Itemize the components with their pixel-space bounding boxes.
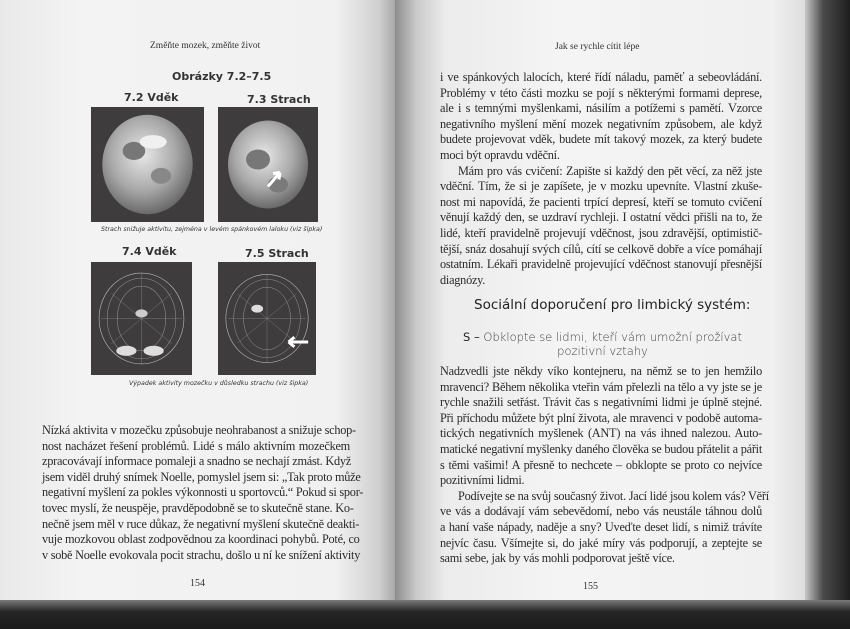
- page-number-left: 154: [190, 578, 205, 589]
- brain-scan-surface-fear: [218, 107, 318, 222]
- section-heading: Sociální doporučení pro limbický systém:: [474, 297, 751, 313]
- brain-scan-surface-gratitude: [91, 107, 204, 222]
- text-line: matické negativní myšlenky daného člověka se budou přátelit a pářit: [440, 441, 762, 456]
- text-line: tější, snáz dosahují svých cílů, cítí se celkově dobře a více pomáhají: [440, 241, 762, 256]
- text-line: moci být opravdu vděční.: [440, 147, 560, 162]
- text-line: ve vás a dodávají vám sebevědomí, nebo vás neustále táhnou dolů: [440, 504, 762, 519]
- text-line: Problémy v této části mozku se pojí s některými formami deprese,: [440, 85, 762, 100]
- text-line: zpracovávají informace pomaleji a snadno se nechají zmást. Když: [42, 454, 351, 469]
- text-line: Podívejte se na svůj současný život. Jací lidé jsou kolem vás? Věří: [458, 488, 769, 503]
- brain-scan-wireframe-fear: [218, 262, 316, 375]
- running-head-left: Změňte mozek, změňte život: [150, 41, 261, 51]
- subheading-letter: S –: [463, 330, 480, 344]
- page-number-right: 155: [583, 581, 598, 592]
- figures-title: Obrázky 7.2–7.5: [172, 70, 272, 83]
- book-edge: [805, 0, 850, 629]
- text-line: jsem viděl druhý snímek Noelle, pomyslel jsem si: „Tak proto může: [42, 469, 361, 484]
- figure-label: 7.3 Strach: [247, 93, 311, 106]
- text-line: mravenci? Během několika vteřin vám přelezli na tělo a vy jste se je: [440, 379, 762, 394]
- figure-caption: Výpadek aktivity mozečku v důsledku strachu (viz šipka): [129, 380, 309, 387]
- text-line: nečně jsem měl v ruce důkaz, že negativní myšlení skutečně deakti-: [42, 516, 360, 531]
- right-body-text-top: [440, 70, 762, 288]
- left-body-text: [42, 423, 364, 563]
- text-line: lidé, kteří pravidelně projevují vděčnost, jsou zdravější, optimistič-: [440, 225, 762, 240]
- figure-label: 7.4 Vděk: [122, 245, 177, 258]
- text-line: ostatním. Lékaři pravidelně projevující vděčnost stanovují přesnější: [440, 257, 762, 272]
- text-line: negativního myšlení mění mozek negativním způsobem, ale když: [440, 116, 762, 131]
- subheading: [450, 330, 755, 358]
- text-line: tických negativních myšlenek (ANT) na vás ihned nalezou. Auto-: [440, 426, 762, 441]
- text-line: negativní myšlení za pokles výkonnosti u sportovců.“ Pokud si spor-: [42, 485, 364, 500]
- figure-label: 7.5 Strach: [245, 247, 309, 260]
- text-line: pozitivními lidmi.: [440, 473, 525, 488]
- brain-scan-wireframe-gratitude: [91, 262, 192, 375]
- text-line: rychle snažili setřást. Trávit čas s negativními lidmi je úplně stejné.: [440, 395, 762, 410]
- text-line: sami sebe, jak by vás mohli podporovat ještě více.: [440, 551, 675, 566]
- subheading-text: Obklopte se lidmi, kteří vám umožní prožívat: [483, 330, 742, 344]
- text-line: vuje mozkovou oblast zodpovědnou za koordinaci pohybů. Poté, co: [42, 532, 360, 547]
- text-line: s těmi vašimi! A přesně to nechcete – obklopte se proto co nejvíce: [440, 457, 762, 472]
- text-line: věnují každý den, se uzdraví rychleji. I ostatní vědci přišli na to, že: [440, 210, 762, 225]
- text-line: Při příchodu můžete být plní života, ale mravenci v podobě automa-: [440, 410, 762, 425]
- text-line: v sobě Noelle evokovala pocit strachu, došlo u ní ke snížení aktivity: [42, 547, 361, 562]
- figure-label: 7.2 Vděk: [124, 91, 179, 104]
- text-line: a haní vaše nápady, naděje a sny? Uveďte deset lidí, s nimiž trávíte: [440, 519, 762, 534]
- text-line: nejvíc času. Všímejte si, do jaké míry vás podporují, a zeptejte se: [440, 535, 762, 550]
- text-line: nost mi napovídá, že pacienti trpící depresí, kteří se tomuto cvičení: [440, 194, 762, 209]
- text-line: diagnózy.: [440, 272, 486, 287]
- scanner-bottom-edge: [0, 600, 850, 629]
- text-line: ale i s temnými myšlenkami, násilím a potížemi s pamětí. Vzorce: [440, 101, 762, 116]
- running-head-right: Jak se rychle cítit lépe: [555, 42, 640, 52]
- text-line: Nadzvedli jste někdy víko kontejneru, na němž se to jen hemžilo: [440, 364, 762, 378]
- arrow-icon: [289, 337, 309, 347]
- text-line: tovec myslí, že neuspěje, pravděpodobně se to skutečně stane. Ko-: [42, 500, 354, 515]
- text-line: i ve spánkových lalocích, které řídí náladu, paměť a sebeovládání.: [440, 70, 762, 84]
- text-line: vděční. Tím, že si je zapíšete, je v mozku upevníte. Vlastní zkuše-: [440, 179, 762, 194]
- subheading-text: pozitivní vztahy: [557, 344, 648, 358]
- figure-caption: Strach snižuje aktivitu, zejména v levém spánkovém laloku (viz šipka): [101, 226, 323, 233]
- text-line: budete projevovat vděk, budete mít takový mozek, za který budete: [440, 132, 762, 147]
- text-line: nost nacházet řešení problémů. Lidé s málo aktivním mozečkem: [42, 438, 350, 453]
- right-body-text-bottom: [440, 364, 769, 567]
- text-line: Mám pro vás cvičení: Zapište si každý den pět věcí, za něž jste: [458, 163, 762, 178]
- text-line: Nízká aktivita v mozečku způsobuje neohrabanost a snižuje schop-: [42, 423, 356, 437]
